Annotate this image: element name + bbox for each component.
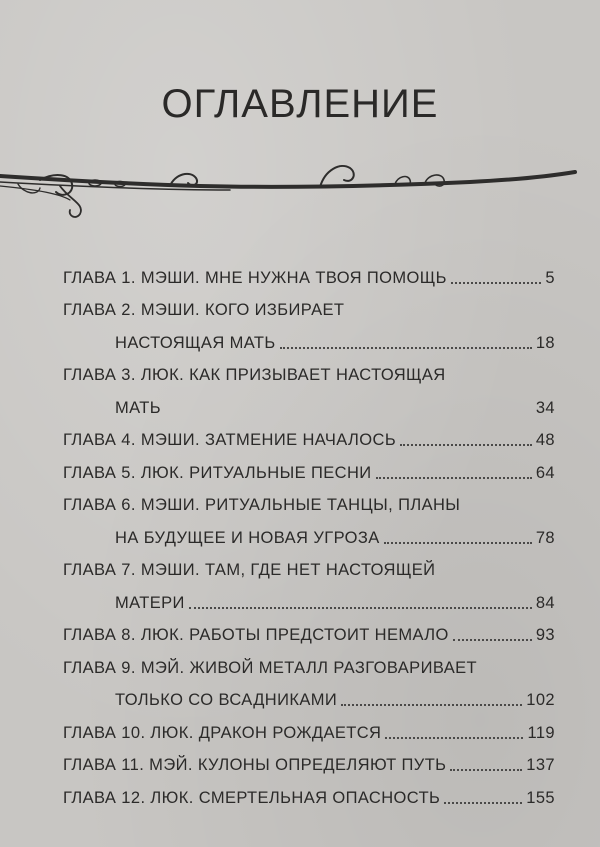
dot-leader — [376, 477, 532, 479]
toc-page-number: 137 — [526, 756, 555, 774]
dot-leader — [453, 639, 532, 641]
toc-entry-9-cont[interactable] — [63, 678, 555, 711]
toc-entry-title: ГЛАВА 8. ЛЮК. РАБОТЫ ПРЕДСТОИТ НЕМАЛО — [63, 626, 449, 644]
toc-entry-title-cont: ТОЛЬКО СО ВСАДНИКАМИ — [115, 691, 338, 709]
toc-entry-title: ГЛАВА 11. МЭЙ. КУЛОНЫ ОПРЕДЕЛЯЮТ ПУТЬ — [63, 756, 447, 774]
dot-leader — [341, 704, 522, 706]
toc-entry-9[interactable] — [63, 645, 555, 678]
dot-leader — [444, 802, 522, 804]
dot-leader — [280, 347, 532, 349]
toc-entry-6[interactable] — [63, 483, 555, 516]
toc-entry-7[interactable] — [63, 548, 555, 581]
toc-entry-title-cont: МАТЕРИ — [115, 593, 185, 612]
toc-entry-4[interactable] — [63, 418, 555, 451]
dot-leader — [400, 444, 532, 446]
toc-entry-6-cont[interactable] — [63, 515, 555, 548]
toc-entry-title: ГЛАВА 12. ЛЮК. СМЕРТЕЛЬНАЯ ОПАСНОСТЬ — [63, 788, 441, 807]
toc-page-number: 155 — [526, 788, 555, 807]
dot-leader — [385, 737, 523, 739]
dot-leader — [450, 769, 522, 771]
toc-page-number: 119 — [527, 723, 555, 742]
toc-entry-2[interactable] — [63, 288, 555, 321]
toc-entry-title: ГЛАВА 10. ЛЮК. ДРАКОН РОЖДАЕТСЯ — [63, 723, 382, 742]
toc-entry-3-cont[interactable] — [63, 385, 555, 418]
toc-entry-title: ГЛАВА 2. МЭШИ. КОГО ИЗБИРАЕТ — [63, 301, 345, 319]
toc-entry-5[interactable] — [63, 450, 555, 483]
table-of-contents — [63, 255, 555, 808]
toc-entry-title: ГЛАВА 1. МЭШИ. МНЕ НУЖНА ТВОЯ ПОМОЩЬ — [63, 268, 447, 287]
toc-entry-3[interactable] — [63, 353, 555, 386]
toc-page-number: 18 — [535, 333, 555, 352]
dot-leader — [384, 542, 532, 544]
toc-entry-2-cont[interactable] — [63, 320, 555, 353]
toc-entry-10[interactable] — [63, 710, 555, 743]
flourish-divider-icon — [0, 150, 600, 230]
toc-page-number: 93 — [535, 626, 555, 644]
toc-entry-title: ГЛАВА 6. МЭШИ. РИТУАЛЬНЫЕ ТАНЦЫ, ПЛАНЫ — [63, 496, 461, 514]
toc-entry-12[interactable] — [63, 775, 555, 808]
toc-entry-title: ГЛАВА 3. ЛЮК. КАК ПРИЗЫВАЕТ НАСТОЯЩАЯ — [63, 366, 446, 384]
page-title: ОГЛАВЛЕНИЕ — [161, 82, 439, 126]
toc-entry-1[interactable] — [63, 255, 555, 288]
toc-page-number: 34 — [535, 398, 555, 417]
toc-entry-title: ГЛАВА 7. МЭШИ. ТАМ, ГДЕ НЕТ НАСТОЯЩЕЙ — [63, 561, 436, 579]
toc-entry-title: ГЛАВА 4. МЭШИ. ЗАТМЕНИЕ НАЧАЛОСЬ — [63, 431, 397, 449]
toc-entry-title-cont: НА БУДУЩЕЕ И НОВАЯ УГРОЗА — [115, 528, 380, 547]
toc-entry-title: ГЛАВА 5. ЛЮК. РИТУАЛЬНЫЕ ПЕСНИ — [63, 463, 372, 482]
toc-entry-title-cont: МАТЬ — [115, 398, 161, 417]
toc-entry-7-cont[interactable] — [63, 580, 555, 613]
toc-page-number: 102 — [526, 691, 555, 709]
toc-page-number: 48 — [535, 431, 555, 449]
toc-entry-11[interactable] — [63, 743, 555, 776]
toc-page-number: 64 — [535, 463, 555, 482]
toc-entry-title-cont: НАСТОЯЩАЯ МАТЬ — [115, 333, 276, 352]
toc-page-number: 5 — [545, 268, 555, 287]
dot-leader — [451, 282, 542, 284]
toc-entry-title: ГЛАВА 9. МЭЙ. ЖИВОЙ МЕТАЛЛ РАЗГОВАРИВАЕТ — [63, 658, 477, 677]
toc-page-number: 84 — [535, 593, 555, 612]
dot-leader — [189, 607, 532, 609]
toc-page-number: 78 — [535, 528, 555, 547]
toc-entry-8[interactable] — [63, 613, 555, 646]
